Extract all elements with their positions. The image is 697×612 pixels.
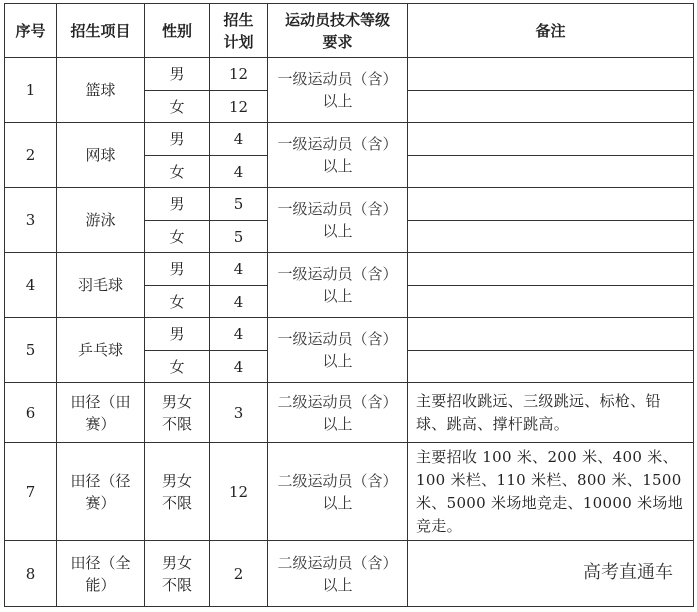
header-plan: 招生计划 [210,4,268,58]
cell-plan: 12 [210,91,268,123]
cell-project: 乒乓球 [57,318,145,383]
cell-plan: 5 [210,188,268,221]
cell-gender: 女 [145,91,210,123]
cell-remark [408,188,694,221]
cell-no: 2 [5,123,57,188]
cell-gender: 女 [145,286,210,318]
header-no: 序号 [5,4,57,58]
cell-plan: 5 [210,221,268,253]
cell-project: 田径（田赛） [57,383,145,443]
cell-level: 二级运动员（含）以上 [268,383,408,443]
cell-remark [408,221,694,253]
cell-gender: 男女不限 [145,541,210,607]
cell-plan: 4 [210,156,268,188]
cell-no: 6 [5,383,57,443]
cell-level: 二级运动员（含）以上 [268,541,408,607]
cell-project: 田径（径赛） [57,443,145,541]
table-row [5,123,694,156]
cell-level: 一级运动员（含）以上 [268,188,408,253]
cell-gender: 男 [145,58,210,91]
cell-plan: 4 [210,318,268,351]
table-row [5,188,694,221]
admission-table [4,3,694,607]
cell-gender: 女 [145,351,210,383]
cell-no: 3 [5,188,57,253]
table-row [5,443,694,541]
cell-remark [408,156,694,188]
cell-remark [408,91,694,123]
cell-project: 网球 [57,123,145,188]
cell-remark [408,318,694,351]
watermark-label: 高考直通车 [583,562,673,583]
cell-gender: 男 [145,318,210,351]
cell-remark: 主要招收 100 米、200 米、400 米、100 米栏、110 米栏、800 米、1500 米、5000 米场地竞走、10000 米场地竞走。 [408,443,694,541]
cell-gender: 男女不限 [145,383,210,443]
cell-level: 一级运动员（含）以上 [268,318,408,383]
cell-gender: 女 [145,156,210,188]
cell-project: 田径（全能） [57,541,145,607]
cell-plan: 4 [210,351,268,383]
cell-remark: 主要招收跳远、三级跳远、标枪、铅球、跳高、撑杆跳高。 [408,383,694,443]
cell-remark [408,123,694,156]
cell-level: 一级运动员（含）以上 [268,58,408,123]
header-gender: 性别 [145,4,210,58]
cell-plan: 4 [210,253,268,286]
cell-remark [408,253,694,286]
cell-project: 游泳 [57,188,145,253]
cell-no: 8 [5,541,57,607]
cell-gender: 男 [145,253,210,286]
cell-gender: 男 [145,123,210,156]
cell-project: 篮球 [57,58,145,123]
cell-gender: 男 [145,188,210,221]
cell-no: 1 [5,58,57,123]
cell-plan: 12 [210,443,268,541]
cell-level: 一级运动员（含）以上 [268,123,408,188]
cell-gender: 女 [145,221,210,253]
cell-no: 7 [5,443,57,541]
cell-level: 一级运动员（含）以上 [268,253,408,318]
cell-no: 5 [5,318,57,383]
header-project: 招生项目 [57,4,145,58]
cell-no: 4 [5,253,57,318]
cell-project: 羽毛球 [57,253,145,318]
cell-level: 二级运动员（含）以上 [268,443,408,541]
table-row [5,253,694,286]
cell-remark [408,351,694,383]
cell-plan: 4 [210,123,268,156]
header-level: 运动员技术等级要求 [268,4,408,58]
table-row [5,58,694,91]
table-row [5,318,694,351]
cell-plan: 12 [210,58,268,91]
header-remark: 备注 [408,4,694,58]
cell-plan: 2 [210,541,268,607]
cell-gender: 男女不限 [145,443,210,541]
header-row [5,4,694,58]
cell-remark [408,58,694,91]
cell-plan: 4 [210,286,268,318]
cell-remark [408,286,694,318]
table-row [5,383,694,443]
cell-plan: 3 [210,383,268,443]
